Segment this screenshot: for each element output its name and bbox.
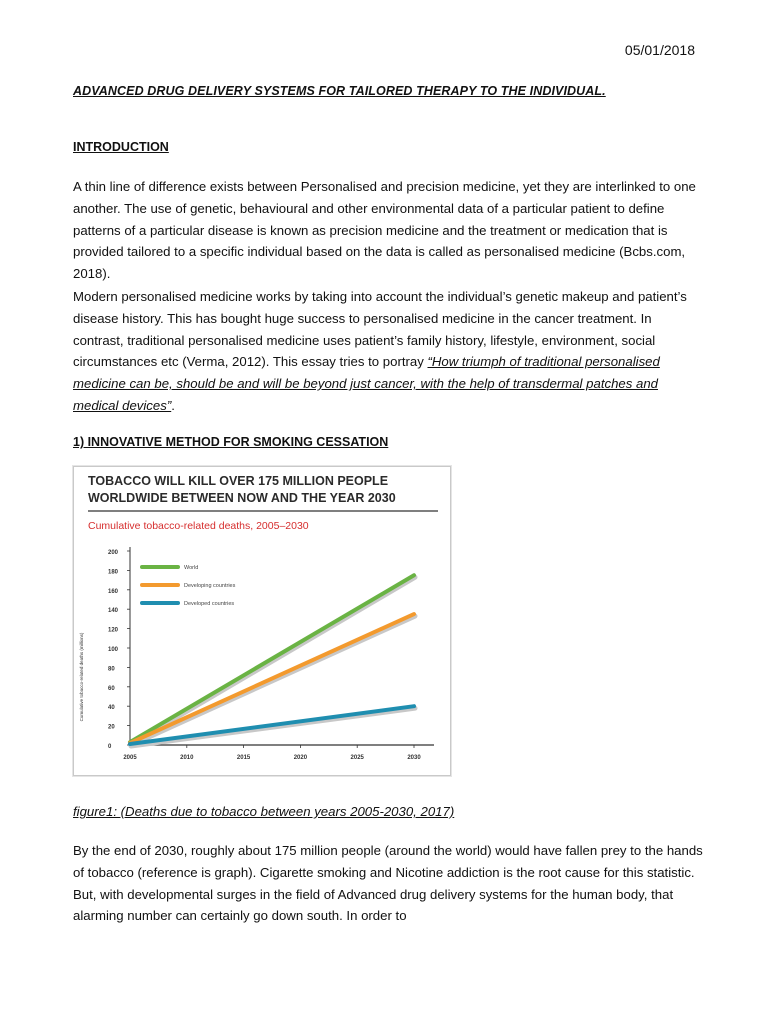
chart-svg [74,467,450,775]
series-line-world [130,575,414,742]
x-tick-label: 2015 [236,755,251,761]
y-tick-label: 200 [108,550,119,556]
x-tick-label: 2010 [180,755,194,761]
legend-label-developing-countries: Developing countries [184,583,236,589]
intro-paragraph-2-text: Modern personalised medicine works by taking into account the individual’s genetic makeup and patient’s disease history. This has bought huge success to personalised medicine in the cancer treatment. In contrast, traditional personalised medicine uses patient’s family history, lifestyle, environment, social circumstances etc (Verma, 2012). This essay tries to portray [73,289,687,370]
x-tick-label: 2020 [293,755,308,761]
chart-subtitle: Cumulative tobacco-related deaths, 2005–2030 [88,520,309,532]
y-tick-label: 80 [108,666,115,673]
y-tick-label: 180 [108,569,119,576]
legend-label-developed-countries: Developed countries [184,601,235,607]
y-tick-label: 40 [108,705,115,712]
y-tick-label: 20 [108,724,115,731]
y-tick-label: 100 [108,647,119,653]
tobacco-deaths-chart [73,466,451,776]
document-date: 05/01/2018 [624,42,695,58]
intro-paragraph-2-end: . [171,397,175,413]
essay-thesis-quote: “How triumph of traditional personalised medicine can be, should be and will be beyond just cancer, with the help of transdermal patches and medical devices” [73,354,660,413]
introduction-heading: INTRODUCTION [73,140,169,154]
section-1-heading: 1) INNOVATIVE METHOD FOR SMOKING CESSATION [73,435,389,449]
chart-title-line-1: TOBACCO WILL KILL OVER 175 MILLION PEOPLE [88,474,389,488]
y-tick-label: 120 [108,627,119,634]
y-tick-label: 140 [108,608,119,615]
document-title: ADVANCED DRUG DELIVERY SYSTEMS FOR TAILORED THERAPY TO THE INDIVIDUAL. [73,84,606,98]
x-tick-label: 2025 [350,755,364,761]
intro-paragraph-2 [73,286,703,417]
y-tick-label: 60 [108,685,115,692]
body-paragraph-3: By the end of 2030, roughly about 175 million people (around the world) would have fallen prey to the hands of tobacco (reference is graph). Cigarette smoking and Nicotine addiction is the root cause for this statistic. But, with developmental surges in the field of Advanced drug delivery systems for the human body, that alarming number can certainly go down south. In order to [73,843,703,924]
chart-title-line-2: WORLDWIDE BETWEEN NOW AND THE YEAR 2030 [88,491,396,505]
x-tick-label: 2005 [123,755,137,761]
legend-label-world: World [184,565,199,571]
intro-paragraph-1: A thin line of difference exists between Personalised and precision medicine, yet they are interlinked to one another. The use of genetic, behavioural and other environmental data of a particular patient to define patterns of a particular disease is known as precision medicine and the treatment or medication that is provided tailored to a specific individual based on the data is called as personalised medicine (Bcbs.com, 2018). [73,179,696,282]
y-tick-label: 0 [108,744,112,750]
figure-caption: figure1: (Deaths due to tobacco between years 2005-2030, 2017) [73,804,455,819]
chart-y-axis-label: Cumulative tobacco-related deaths (millions) [79,632,84,722]
x-tick-label: 2030 [407,755,421,761]
y-tick-label: 160 [108,588,119,595]
